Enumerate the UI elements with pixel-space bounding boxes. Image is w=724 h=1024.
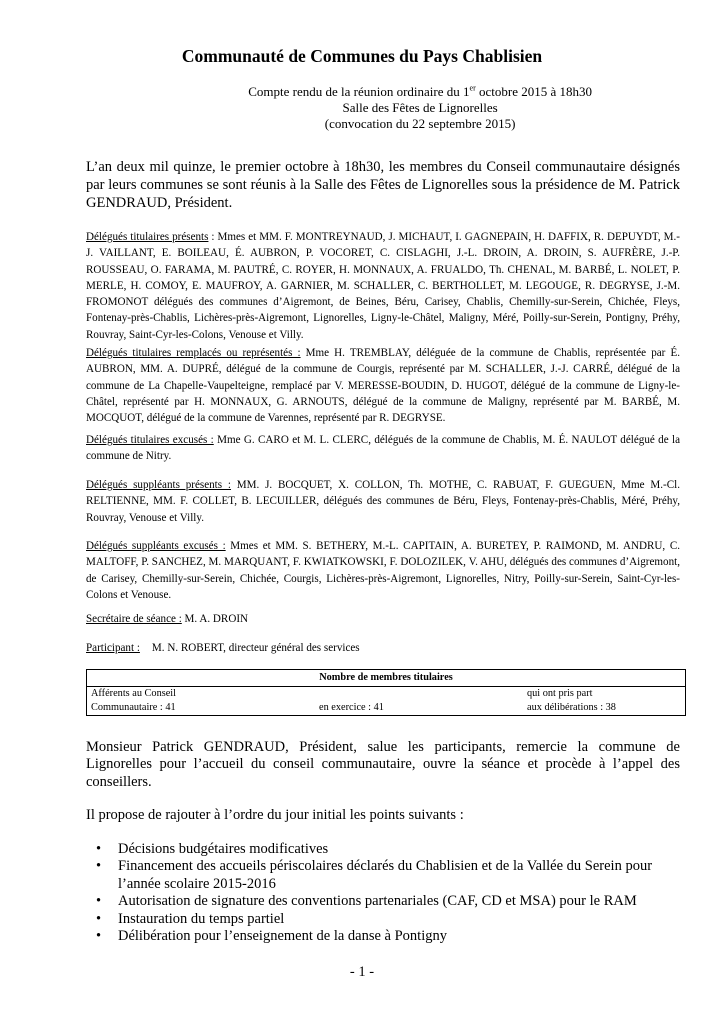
bullet-icon: • (96, 910, 102, 927)
section-secretaire (86, 611, 248, 627)
bullet-icon: • (96, 893, 102, 910)
intro-paragraph: L’an deux mil quinze, le premier octobre à 18h30, les membres du Conseil communautaire désignés par leurs communes se sont réunis à la Salle des Fêtes de Lignorelles sous la présidence de M. Patrick GENDRAUD, Président. (86, 159, 680, 211)
body-paragraph-2: Il propose de rajouter à l’ordre du jour initial les points suivants : (86, 807, 464, 823)
members-table-row (87, 687, 686, 702)
section-presents-label: Délégués titulaires présents (86, 231, 209, 243)
members-exercice-value: en exercice : 41 (319, 702, 384, 713)
list-item-text: Autorisation de signature des conventions partenariales (CAF, CD et MSA) pour le RAM (118, 893, 637, 910)
members-table-heading: Nombre de membres titulaires (87, 670, 686, 687)
section-presents-text: : Mmes et MM. F. MONTREYNAUD, J. MICHAUT, I. GAGNEPAIN, H. DAFFIX, R. DEPUYDT, M.-J. VAILLANT, E. BOILEAU, É. AUBRON, P. VOCORET, C. CISLAGHI, J.-L. DROIN, A. DROIN, S. AUFRÈRE, J.-P. ROUSSEAU, O. FARAMA, M. PAUTRÉ, C. ROYER, H. MONNAUX, A. FRUALDO, Th. CHENAL, M. BARBÉ, L. NOLET, P. MERLE, H. COMOY, E. MAUFROY, A. GARNIER, M. SCHALLER, C. BERTHOLLET, M. LEGOUGE, R. DEGRYSE, J.-M. FROMONOT délégués des communes d’Aigremont, de Beines, Béru, Carisey, Chablis, Chemilly-sur-Serein, Chichée, Fleys, Fontenay-près-Chablis, Lichères-près-Aigremont, Lignorelles, Ligny-le-Châtel, Maligny, Méré, Poilly-sur-Serein, Pontigny, Préhy, Rouvray, Saint-Cyr-les-Colons, Venouse et Villy. (86, 231, 680, 341)
meeting-date-text: Compte rendu de la réunion ordinaire du 1 (248, 84, 470, 99)
section-participant-label: Participant : (86, 642, 140, 654)
section-excuses-label: Délégués titulaires excusés : (86, 434, 214, 446)
section-suppleants-excuses-text: Mmes et MM. S. BETHERY, M.-L. CAPITAIN, A. BURETEY, P. RAIMOND, M. ANDRU, C. MALTOFF, P. SANCHEZ, M. MARQUANT, F. KWIATKOWSKI, F. DOLOZILEK, V. AHU, délégués des communes d’Aigremont, de Carisey, Chemilly-sur-Serein, Chichée, Courgis, Lichères-près-Aigremont, Lignorelles, Nitry, Poilly-sur-Serein, Saint-Cyr-les-Colons et Venouse. (86, 540, 680, 601)
section-remplaces (86, 345, 680, 426)
section-participant (86, 640, 360, 656)
list-item-text: Décisions budgétaires modificatives (118, 841, 329, 857)
section-remplaces-text: Mme H. TREMBLAY, déléguée de la commune de Chablis, représentée par É. AUBRON, MM. A. DUPRÉ, délégué de la commune de Courgis, représenté par M. SCHALLER, J.-J. CARRÉ, délégué de la commune de La Chapelle-Vaupelteigne, remplacé par V. MERESSE-BOUDIN, D. HUGOT, délégué de la commune de Ligny-le-Châtel, représenté par H. MONNAUX, G. ARNOUTS, délégué de la commune de Maligny, représenté par M. BARBÉ, M. MOCQUOT, délégué de la commune de Varennes, représenté par R. DEGRYSE. (86, 347, 680, 424)
members-afferents-value: Communautaire : 41 (91, 702, 176, 713)
section-suppleants-presents-text: MM. J. BOCQUET, X. COLLON, Th. MOTHE, C. RABUAT, F. GUEGUEN, Mme M.-Cl. RELTIENNE, MM. F. COLLET, B. LECUILLER, délégués des communes de Béru, Fleys, Fontenay-près-Chablis, Méré, Préhy, Rouvray, Venouse et Villy. (86, 479, 680, 524)
section-suppleants-presents (86, 477, 680, 526)
section-secretaire-label: Secrétaire de séance : (86, 613, 182, 625)
list-item-text: Instauration du temps partiel (118, 910, 285, 927)
document-title: Communauté de Communes du Pays Chablisien (181, 46, 543, 66)
section-remplaces-label: Délégués titulaires remplacés ou représentés : (86, 347, 301, 359)
list-item-text: Financement des accueils périscolaires déclarés du Chablisien et de la Vallée du Serein pour l’année scolaire 2015-2016 (118, 858, 653, 892)
members-pris-part-label: qui ont pris part (527, 688, 593, 699)
list-item (86, 858, 686, 893)
page-number: - 1 - (349, 964, 375, 980)
meeting-date (248, 84, 592, 100)
members-empty-cell (315, 687, 523, 702)
body-paragraph-1: Monsieur Patrick GENDRAUD, Président, salue les participants, remercie la commune de Lignorelles pour l’accueil du conseil communautaire, ouvre la séance et procède à l’appel des conseillers. (86, 739, 680, 790)
section-presents (86, 229, 680, 343)
meeting-convocation: (convocation du 22 septembre 2015) (324, 116, 516, 131)
bullet-icon: • (96, 858, 102, 875)
meeting-date-time: octobre 2015 à 18h30 (475, 84, 592, 99)
meeting-meta (248, 84, 592, 132)
list-item-text: Délibération pour l’enseignement de la danse à Pontigny (118, 928, 447, 945)
bullet-icon: • (96, 841, 102, 857)
agenda-additions-list (86, 841, 686, 945)
members-count-table (86, 669, 686, 716)
list-item (86, 893, 686, 910)
members-deliberations-value: aux délibérations : 38 (527, 702, 616, 713)
section-suppleants-excuses-label: Délégués suppléants excusés : (86, 540, 226, 552)
meeting-date-sup: er (469, 83, 476, 93)
list-item (86, 928, 686, 945)
members-afferents-label: Afférents au Conseil (91, 688, 177, 699)
members-table-header-row (87, 670, 686, 687)
meeting-venue: Salle des Fêtes de Lignorelles (342, 100, 498, 115)
section-secretaire-text: M. A. DROIN (181, 613, 249, 625)
list-item (86, 841, 686, 858)
section-excuses-text: Mme G. CARO et M. L. CLERC, délégués de la commune de Chablis, M. É. NAULOT délégué de la commune de Nitry. (86, 434, 680, 463)
bullet-icon: • (96, 928, 102, 945)
section-suppleants-presents-label: Délégués suppléants présents : (86, 479, 231, 491)
section-excuses (86, 432, 680, 465)
section-participant-text: M. N. ROBERT, directeur général des services (151, 642, 360, 654)
members-table-row (87, 701, 686, 716)
section-suppleants-excuses (86, 538, 680, 603)
list-item (86, 911, 686, 928)
